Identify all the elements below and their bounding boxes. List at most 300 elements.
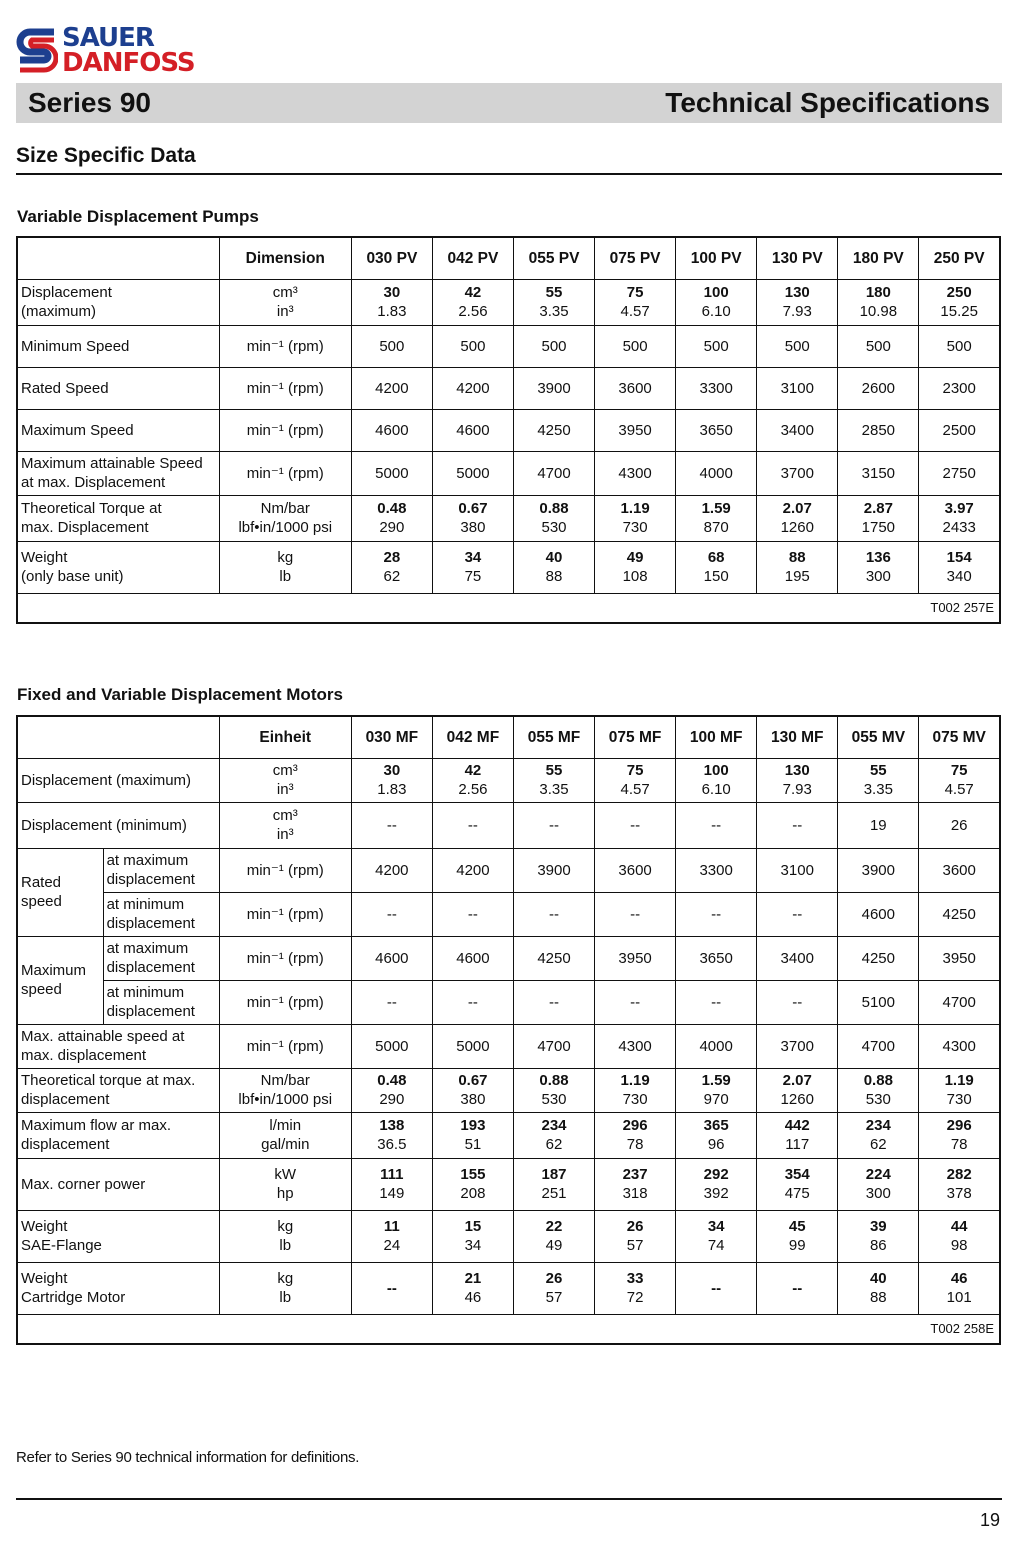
table-row	[17, 495, 1000, 541]
value-primary: 26	[545, 1270, 563, 1287]
footnote: Refer to Series 90 technical information for definitions.	[16, 1449, 360, 1466]
value-cell	[676, 1068, 757, 1112]
series-title: Series 90	[28, 87, 151, 118]
value-primary: 237	[622, 1166, 648, 1183]
value-secondary: 4.57	[944, 781, 974, 798]
value-secondary: 730	[946, 1091, 972, 1108]
value-cell: 4300	[595, 1024, 676, 1068]
table-code: T002 257E	[17, 593, 1000, 623]
value-cell: 3900	[838, 848, 919, 892]
value-secondary: 88	[869, 1289, 887, 1306]
row-label-line: Displacement (minimum)	[21, 816, 187, 834]
value-primary: 3.97	[944, 500, 974, 517]
value-cell: 3650	[676, 409, 757, 451]
value-primary: 180	[865, 284, 891, 301]
value-secondary: 2433	[942, 519, 976, 536]
value-primary: 39	[869, 1218, 887, 1235]
value-cell: 2600	[838, 367, 919, 409]
table-row	[17, 1210, 1000, 1262]
row-sub-line: at minimum	[106, 984, 185, 1001]
value-cell	[595, 279, 676, 325]
value-cell: --	[513, 980, 594, 1024]
unit-cell	[219, 451, 351, 495]
row-label-line: Minimum Speed	[21, 337, 130, 355]
value-primary: 75	[950, 762, 968, 779]
value-secondary: 530	[541, 1091, 567, 1108]
value-cell	[676, 1112, 757, 1158]
column-header: 130 PV	[757, 237, 838, 279]
row-sub-line: at maximum	[106, 940, 189, 957]
column-header: 250 PV	[919, 237, 1000, 279]
value-primary: 100	[703, 284, 729, 301]
value-primary: --	[792, 1279, 803, 1297]
table-row	[17, 848, 1000, 892]
table-row	[17, 451, 1000, 495]
value-secondary: 36.5	[377, 1136, 407, 1153]
value-primary: 130	[784, 284, 810, 301]
value-cell: 4200	[351, 848, 432, 892]
unit-line: Nm/bar	[260, 1072, 310, 1089]
table-row	[17, 1112, 1000, 1158]
unit-cell	[219, 848, 351, 892]
unit-line: lb	[279, 568, 292, 585]
value-cell	[513, 279, 594, 325]
unit-line: in³	[276, 826, 294, 843]
row-group-line: Rated	[21, 874, 62, 891]
value-cell	[838, 758, 919, 802]
value-cell	[351, 758, 432, 802]
unit-cell	[219, 1068, 351, 1112]
value-cell: 500	[351, 325, 432, 367]
value-secondary: 74	[707, 1237, 725, 1254]
motors-title: Fixed and Variable Displacement Motors	[17, 685, 343, 704]
header-band	[16, 83, 1002, 123]
value-secondary: 475	[784, 1185, 810, 1202]
unit-line: kg	[277, 1270, 294, 1287]
footer-rule	[16, 1498, 1002, 1500]
value-cell	[757, 1068, 838, 1112]
row-label-line: at max. Displacement	[21, 474, 166, 491]
value-cell	[676, 1158, 757, 1210]
row-label	[17, 367, 219, 409]
value-cell	[676, 279, 757, 325]
code-row	[17, 1314, 1000, 1344]
unit-cell	[219, 1158, 351, 1210]
value-primary: 2.87	[863, 500, 893, 517]
value-primary: 111	[380, 1166, 404, 1183]
row-group-label	[17, 936, 103, 1024]
value-secondary: 2.56	[458, 303, 488, 320]
value-secondary: 57	[545, 1289, 563, 1306]
row-label	[17, 541, 219, 593]
value-secondary: 150	[703, 568, 729, 585]
row-sub-label	[103, 848, 219, 892]
value-cell	[432, 1158, 513, 1210]
value-primary: 30	[383, 284, 401, 301]
row-label-line: Cartridge Motor	[21, 1289, 126, 1306]
row-label-line: displacement	[21, 1136, 110, 1153]
row-sub-line: at minimum	[106, 896, 185, 913]
pumps-title: Variable Displacement Pumps	[17, 207, 259, 226]
value-primary: 100	[703, 762, 729, 779]
value-secondary: 6.10	[701, 303, 731, 320]
value-cell: 3300	[676, 848, 757, 892]
value-cell: --	[757, 892, 838, 936]
value-primary: 55	[545, 762, 563, 779]
value-cell	[919, 1068, 1000, 1112]
row-label	[17, 802, 219, 848]
table-row	[17, 802, 1000, 848]
value-primary: 46	[950, 1270, 968, 1287]
unit-line: min⁻¹ (rpm)	[246, 379, 324, 397]
value-primary: 296	[622, 1117, 648, 1134]
value-cell	[432, 495, 513, 541]
table-row	[17, 541, 1000, 593]
value-primary: 1.59	[701, 1072, 731, 1089]
row-sub-label	[103, 936, 219, 980]
column-header: 055 MV	[838, 716, 919, 758]
unit-line: cm³	[272, 807, 298, 824]
motors-table	[16, 715, 1001, 1345]
value-cell: 19	[838, 802, 919, 848]
table-row	[17, 1024, 1000, 1068]
value-primary: 2.07	[782, 500, 812, 517]
value-cell: 4300	[595, 451, 676, 495]
value-secondary: 98	[950, 1237, 968, 1254]
value-cell: 3100	[757, 367, 838, 409]
value-cell: 5000	[432, 451, 513, 495]
value-cell	[351, 1262, 432, 1314]
value-cell: 3600	[919, 848, 1000, 892]
value-primary: 15	[464, 1218, 482, 1235]
value-cell: 2500	[919, 409, 1000, 451]
unit-line: kg	[277, 549, 294, 566]
value-cell	[351, 1068, 432, 1112]
value-cell: 500	[513, 325, 594, 367]
row-sub-line: displacement	[106, 1003, 195, 1020]
unit-cell	[219, 279, 351, 325]
value-cell	[595, 1158, 676, 1210]
value-primary: 296	[946, 1117, 972, 1134]
value-cell	[595, 1210, 676, 1262]
column-header: 042 MF	[432, 716, 513, 758]
table-row	[17, 325, 1000, 367]
value-cell	[513, 758, 594, 802]
value-cell: 4200	[432, 367, 513, 409]
value-cell: 4200	[432, 848, 513, 892]
value-secondary: 380	[460, 519, 486, 536]
value-secondary: 318	[622, 1185, 648, 1202]
unit-cell	[219, 802, 351, 848]
value-primary: 0.48	[377, 1072, 407, 1089]
value-primary: --	[386, 1279, 397, 1297]
row-label	[17, 1158, 219, 1210]
table-code: T002 258E	[17, 1314, 1000, 1344]
row-label	[17, 279, 219, 325]
value-cell	[676, 1262, 757, 1314]
row-sub-line: displacement	[106, 959, 195, 976]
value-secondary: 57	[626, 1237, 644, 1254]
value-cell: --	[595, 980, 676, 1024]
row-label-line: Displacement (maximum)	[21, 771, 192, 789]
value-cell	[351, 541, 432, 593]
value-primary: 0.48	[377, 500, 407, 517]
value-secondary: 108	[622, 568, 648, 585]
value-cell: 3700	[757, 1024, 838, 1068]
value-primary: 0.88	[539, 500, 569, 517]
value-cell: 4250	[919, 892, 1000, 936]
value-cell	[676, 1210, 757, 1262]
value-cell: 2750	[919, 451, 1000, 495]
value-cell	[757, 758, 838, 802]
value-cell	[513, 1158, 594, 1210]
row-group-line: speed	[21, 893, 62, 910]
value-cell	[757, 541, 838, 593]
unit-line: min⁻¹ (rpm)	[246, 861, 324, 879]
value-primary: 292	[703, 1166, 729, 1183]
value-cell: 500	[919, 325, 1000, 367]
row-label	[17, 451, 219, 495]
code-row	[17, 593, 1000, 623]
value-cell	[838, 1112, 919, 1158]
value-secondary: 1.83	[377, 303, 407, 320]
value-primary: 0.88	[539, 1072, 569, 1089]
unit-line: lbf•in/1000 psi	[238, 1091, 333, 1108]
header-row	[17, 237, 1000, 279]
column-header: 180 PV	[838, 237, 919, 279]
value-primary: 0.88	[863, 1072, 893, 1089]
row-label-line: Max. corner power	[21, 1175, 146, 1193]
title-rule	[16, 173, 1002, 175]
row-label-line: Theoretical Torque at	[21, 500, 162, 517]
value-primary: 138	[379, 1117, 405, 1134]
value-secondary: 101	[946, 1289, 972, 1306]
value-cell: 500	[595, 325, 676, 367]
value-cell	[513, 1262, 594, 1314]
unit-line: kg	[277, 1218, 294, 1235]
value-primary: 42	[464, 284, 482, 301]
value-cell	[838, 1210, 919, 1262]
value-cell	[351, 1112, 432, 1158]
value-cell	[919, 758, 1000, 802]
row-label	[17, 1262, 219, 1314]
value-secondary: 51	[464, 1136, 482, 1153]
value-secondary: 7.93	[782, 303, 812, 320]
value-cell: 3650	[676, 936, 757, 980]
value-cell: 3950	[595, 409, 676, 451]
value-secondary: 34	[464, 1237, 482, 1254]
value-secondary: 1.83	[377, 781, 407, 798]
value-primary: 30	[383, 762, 401, 779]
value-primary: 193	[460, 1117, 486, 1134]
unit-line: l/min	[269, 1117, 302, 1134]
row-sub-line: displacement	[106, 871, 195, 888]
value-secondary: 78	[950, 1136, 968, 1153]
table-row	[17, 892, 1000, 936]
unit-line: min⁻¹ (rpm)	[246, 337, 324, 355]
page-number: 19	[979, 1510, 1000, 1530]
value-secondary: 380	[460, 1091, 486, 1108]
value-primary: 22	[545, 1218, 563, 1235]
unit-cell	[219, 409, 351, 451]
table-row	[17, 1158, 1000, 1210]
unit-line: hp	[276, 1185, 294, 1202]
value-primary: 0.67	[458, 500, 488, 517]
row-label	[17, 758, 219, 802]
unit-cell	[219, 541, 351, 593]
value-secondary: 6.10	[701, 781, 731, 798]
value-primary: 21	[464, 1270, 482, 1287]
row-group-line: Maximum	[21, 962, 87, 979]
value-secondary: 290	[379, 1091, 405, 1108]
value-cell	[595, 1112, 676, 1158]
value-secondary: 62	[383, 568, 401, 585]
value-primary: 155	[460, 1166, 486, 1183]
row-label-line: max. Displacement	[21, 519, 149, 536]
value-secondary: 208	[460, 1185, 486, 1202]
unit-line: min⁻¹ (rpm)	[246, 421, 324, 439]
value-cell	[432, 1262, 513, 1314]
value-secondary: 24	[383, 1237, 401, 1254]
value-primary: 154	[946, 549, 972, 566]
value-primary: 1.19	[620, 500, 650, 517]
value-secondary: 290	[379, 519, 405, 536]
unit-line: Nm/bar	[260, 500, 310, 517]
value-primary: 40	[869, 1270, 887, 1287]
table-row	[17, 279, 1000, 325]
value-cell: --	[351, 802, 432, 848]
value-cell: 4700	[838, 1024, 919, 1068]
pumps-table	[16, 236, 1001, 624]
value-primary: 34	[707, 1218, 725, 1235]
unit-cell	[219, 1112, 351, 1158]
value-cell: 3950	[595, 936, 676, 980]
value-cell: --	[676, 892, 757, 936]
value-secondary: 4.57	[620, 781, 650, 798]
value-cell: 3900	[513, 848, 594, 892]
value-cell: 4300	[919, 1024, 1000, 1068]
value-cell: 3950	[919, 936, 1000, 980]
value-cell	[838, 541, 919, 593]
value-secondary: 88	[545, 568, 563, 585]
value-primary: 42	[464, 762, 482, 779]
value-primary: 88	[788, 549, 806, 566]
value-cell: 3100	[757, 848, 838, 892]
value-cell	[757, 1158, 838, 1210]
row-sub-line: displacement	[106, 915, 195, 932]
value-primary: 234	[865, 1117, 891, 1134]
value-cell: 4250	[513, 409, 594, 451]
value-primary: 26	[626, 1218, 644, 1235]
value-cell: 4250	[513, 936, 594, 980]
value-cell: 5000	[351, 451, 432, 495]
value-secondary: 62	[545, 1136, 563, 1153]
value-secondary: 72	[626, 1289, 644, 1306]
unit-line: gal/min	[261, 1136, 310, 1153]
value-primary: 130	[784, 762, 810, 779]
value-cell: 4600	[432, 936, 513, 980]
unit-line: lbf•in/1000 psi	[238, 519, 333, 536]
value-primary: 234	[541, 1117, 567, 1134]
row-label-line: Weight	[21, 549, 68, 566]
row-label-line: Displacement	[21, 284, 112, 301]
value-cell	[919, 541, 1000, 593]
value-cell	[757, 279, 838, 325]
value-cell	[432, 758, 513, 802]
value-primary: 1.19	[944, 1072, 974, 1089]
value-cell	[595, 1262, 676, 1314]
unit-line: min⁻¹ (rpm)	[246, 1037, 324, 1055]
value-cell	[838, 1158, 919, 1210]
value-primary: 68	[707, 549, 725, 566]
sauer-danfoss-logo	[16, 24, 196, 80]
value-cell	[513, 1112, 594, 1158]
value-primary: 282	[946, 1166, 972, 1183]
table-row	[17, 1068, 1000, 1112]
value-secondary: 3.35	[539, 781, 569, 798]
value-primary: 224	[865, 1166, 891, 1183]
value-primary: 55	[545, 284, 563, 301]
value-cell: --	[432, 802, 513, 848]
value-cell: 4250	[838, 936, 919, 980]
value-secondary: 62	[869, 1136, 887, 1153]
value-cell	[432, 1112, 513, 1158]
row-label	[17, 1210, 219, 1262]
column-header: 100 PV	[676, 237, 757, 279]
value-cell	[432, 541, 513, 593]
value-cell: 2300	[919, 367, 1000, 409]
value-cell: --	[757, 802, 838, 848]
value-primary: 44	[950, 1218, 968, 1235]
unit-cell	[219, 1262, 351, 1314]
value-secondary: 75	[464, 568, 482, 585]
value-cell	[351, 279, 432, 325]
value-cell	[351, 495, 432, 541]
value-primary: 11	[383, 1218, 400, 1235]
value-cell	[432, 1210, 513, 1262]
value-cell: 5100	[838, 980, 919, 1024]
value-secondary: 392	[703, 1185, 729, 1202]
value-primary: 34	[464, 549, 482, 566]
row-label-line: Maximum flow ar max.	[21, 1117, 172, 1134]
value-secondary: 730	[622, 519, 648, 536]
value-secondary: 117	[785, 1136, 810, 1153]
value-cell	[351, 1210, 432, 1262]
value-primary: 250	[946, 284, 972, 301]
value-cell	[595, 758, 676, 802]
value-cell	[513, 495, 594, 541]
value-cell: --	[595, 892, 676, 936]
value-secondary: 78	[626, 1136, 644, 1153]
table-row	[17, 758, 1000, 802]
value-primary: 187	[541, 1166, 567, 1183]
column-header: 030 MF	[351, 716, 432, 758]
value-secondary: 970	[703, 1091, 729, 1108]
value-cell: 3700	[757, 451, 838, 495]
value-cell	[757, 495, 838, 541]
unit-cell	[219, 936, 351, 980]
value-cell: 4700	[513, 1024, 594, 1068]
row-label	[17, 495, 219, 541]
value-cell: 4700	[919, 980, 1000, 1024]
value-primary: 75	[626, 284, 644, 301]
table-row	[17, 409, 1000, 451]
value-secondary: 530	[865, 1091, 891, 1108]
column-header: 100 MF	[676, 716, 757, 758]
header-blank	[17, 237, 219, 279]
value-cell: --	[676, 802, 757, 848]
value-cell: --	[676, 980, 757, 1024]
